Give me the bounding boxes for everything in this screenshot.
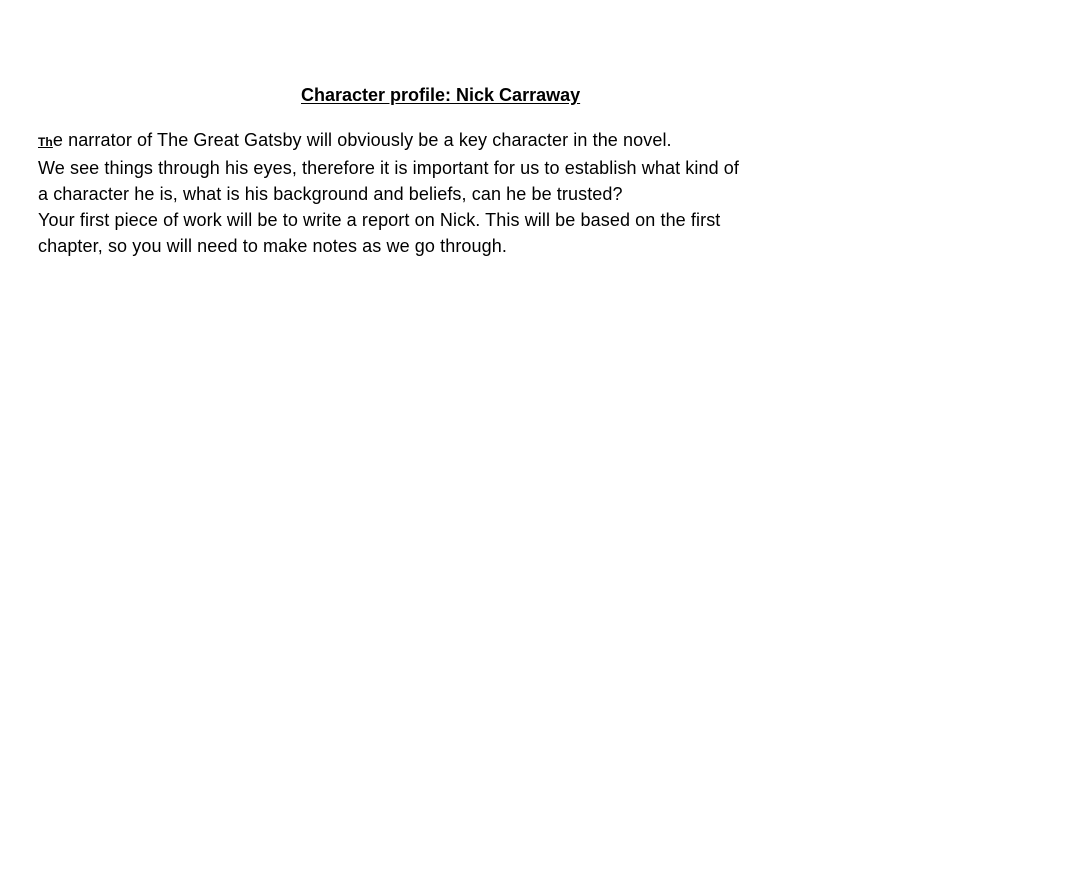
first-line-prefix: Th (38, 135, 53, 149)
body-line-3: a character he is, what is his background and beliefs, can he be trusted? (38, 184, 623, 204)
body-line-2: We see things through his eyes, therefore it is important for us to establish what kind of (38, 158, 740, 178)
body-line-5: chapter, so you will need to make notes as we go through. (38, 236, 507, 256)
page-title: Character profile: Nick Carraway (301, 85, 581, 105)
body-line-4: Your first piece of work will be to write a report on Nick. This will be based on the first (38, 210, 721, 230)
body-line-1-text: e narrator of The Great Gatsby will obviously be a key character in the novel. (52, 130, 672, 150)
body-line-1 (38, 127, 1038, 155)
body-paragraph (38, 127, 1038, 259)
